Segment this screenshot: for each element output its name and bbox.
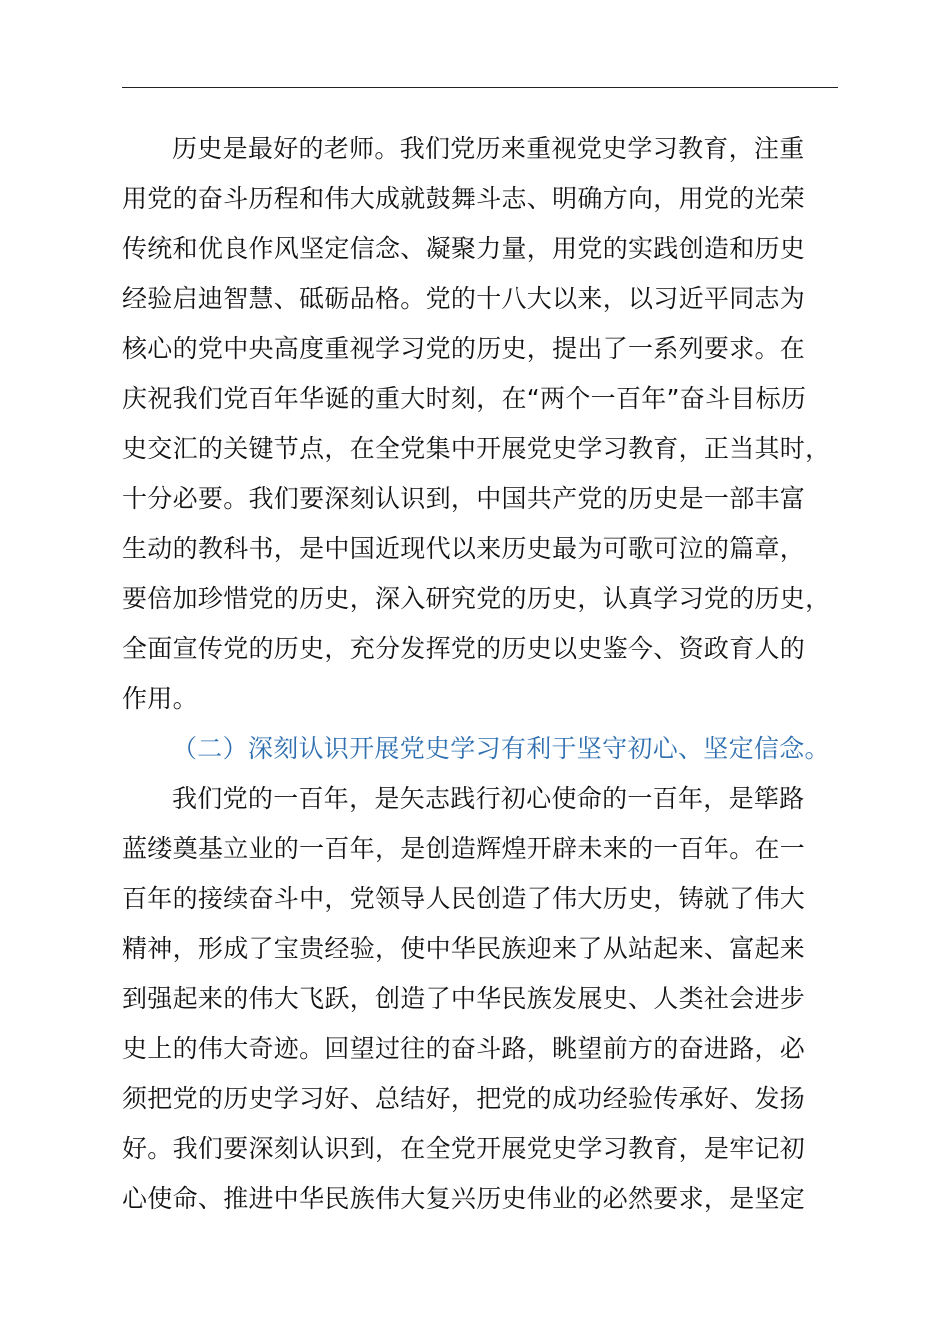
paragraph-line: 传统和优良作风坚定信念、凝聚力量，用党的实践创造和历史 bbox=[122, 234, 806, 263]
paragraph-line: 心使命、推进中华民族伟大复兴历史伟业的必然要求，是坚定 bbox=[122, 1184, 806, 1213]
paragraph-line: 须把党的历史学习好、总结好，把党的成功经验传承好、发扬 bbox=[122, 1084, 806, 1113]
paragraph-line: 历史是最好的老师。我们党历来重视党史学习教育，注重 bbox=[172, 134, 805, 163]
paragraph-line: 到强起来的伟大飞跃，创造了中华民族发展史、人类社会进步 bbox=[122, 984, 806, 1013]
document-body bbox=[122, 124, 862, 1224]
paragraph-line: 要倍加珍惜党的历史，深入研究党的历史，认真学习党的历史， bbox=[122, 584, 831, 613]
paragraph-line: 核心的党中央高度重视学习党的历史，提出了一系列要求。在 bbox=[122, 334, 806, 363]
paragraph-line: 好。我们要深刻认识到，在全党开展党史学习教育，是牢记初 bbox=[122, 1134, 806, 1163]
paragraph-line: 蓝缕奠基立业的一百年，是创造辉煌开辟未来的一百年。在一 bbox=[122, 834, 806, 863]
paragraph-line: 百年的接续奋斗中，党领导人民创造了伟大历史，铸就了伟大 bbox=[122, 884, 806, 913]
paragraph-line: 我们党的一百年，是矢志践行初心使命的一百年，是筚路 bbox=[172, 784, 805, 813]
paragraph-line: 精神，形成了宝贵经验，使中华民族迎来了从站起来、富起来 bbox=[122, 934, 806, 963]
paragraph-line: 生动的教科书，是中国近现代以来历史最为可歌可泣的篇章， bbox=[122, 534, 806, 563]
paragraph-line: 庆祝我们党百年华诞的重大时刻，在“两个一百年”奋斗目标历 bbox=[122, 384, 807, 413]
paragraph-line: 全面宣传党的历史，充分发挥党的历史以史鉴今、资政育人的 bbox=[122, 634, 806, 663]
paragraph-line: 史上的伟大奇迹。回望过往的奋斗路，眺望前方的奋进路，必 bbox=[122, 1034, 806, 1063]
paragraph-line: 用党的奋斗历程和伟大成就鼓舞斗志、明确方向，用党的光荣 bbox=[122, 184, 806, 213]
paragraph-line: 十分必要。我们要深刻认识到，中国共产党的历史是一部丰富 bbox=[122, 484, 806, 513]
section-heading: （二）深刻认识开展党史学习有利于坚守初心、坚定信念。 bbox=[172, 734, 830, 763]
paragraph-line: 经验启迪智慧、砥砺品格。党的十八大以来，以习近平同志为 bbox=[122, 284, 806, 313]
paragraph-line: 作用。 bbox=[122, 684, 198, 713]
header-rule bbox=[122, 87, 838, 88]
paragraph-line: 史交汇的关键节点，在全党集中开展党史学习教育，正当其时， bbox=[122, 434, 831, 463]
